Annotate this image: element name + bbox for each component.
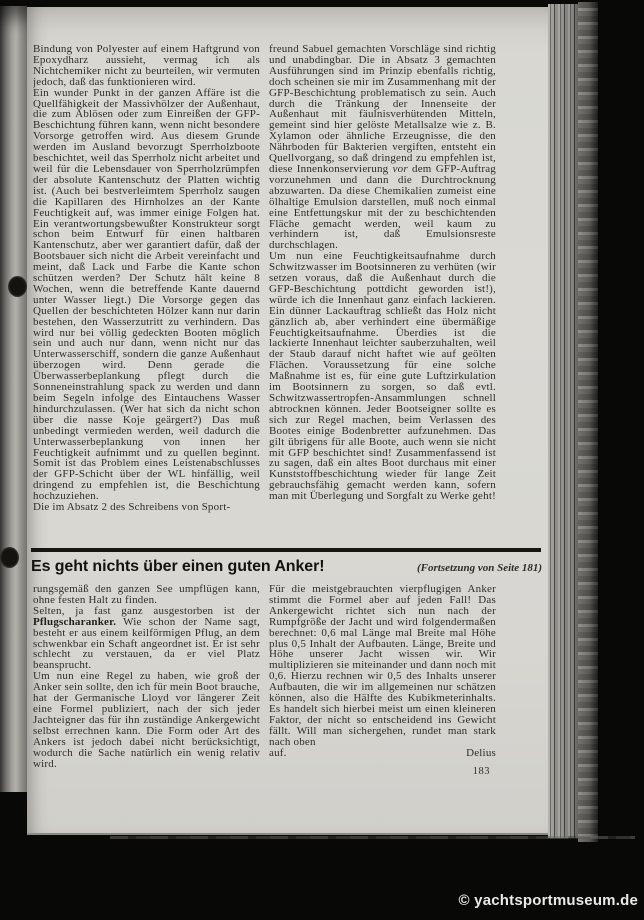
paragraph-text: freund Sabuel gemachten Vorschläge sind richtig und unabdingbar. Die in Absatz 3 gemachten Ausführungen sind im Prinzip ebenfalls richtig, doch scheinen sie mir im Zusammenhang mit der GFP-Beschichtung problematisch zu sein. Auch durch die Tränkung der Innenseite der Außenhaut mit fäulnisverhütenden Mitteln, gemeint sind hier gelöste Metallsalze wie z. B. Xylamon oder ähnliche Erzeugnisse, die den Nährboden für Bakterien vergiften, entsteht ein Quellvorgang, so daß dringend zu empfehlen ist, diese Innenkonservierung: [269, 44, 496, 175]
paragraph: Um nun eine Regel zu haben, wie groß der Anker sein sollte, den ich für mein Boot brauche, hat der Germanische Lloyd vor längerer Zeit eine Formel publiziert, nach der sich jeder Jachteigner das für ihn zuständige Ankergewicht selbst errechnen kann. Die Form oder Art des Ankers ist jedoch dabei nicht berücksichtigt, wodurch die Sache natürlich ein wenig relativ wird.: [33, 670, 260, 770]
paragraph: [33, 606, 260, 671]
bold-term: Pflugscharanker.: [33, 615, 117, 628]
section-heading: Es geht nichts über einen guten Anker!: [31, 558, 325, 575]
paragraph-text: auf.: [269, 746, 287, 759]
binding-hole-bottom: [0, 547, 19, 568]
top-article-right-column: [269, 44, 496, 547]
paragraph: rungsgemäß den ganzen See umpflügen kann, ohne festen Halt zu finden.: [33, 584, 260, 606]
page-number: 183: [472, 766, 490, 777]
book-page-edges: [548, 4, 578, 838]
section-header-row: [31, 556, 542, 578]
anchor-article-right-column: [269, 584, 496, 780]
paragraph: [269, 44, 496, 251]
binding-hole-top: [8, 276, 27, 297]
paragraph-text: Selten, ja fast ganz ausgestorben ist der: [33, 604, 260, 617]
signature-line: [269, 748, 496, 759]
binder-left-edge: [0, 6, 27, 792]
anchor-article-left-column: [33, 584, 260, 780]
paragraph: Um nun eine Feuchtigkeitsaufnahme durch Schwitzwasser im Bootsinneren zu verhüten (wir setzen voraus, daß die Außenhaut durch die GFP-Beschichtung pottdicht geworden ist!), würde ich die Innenhaut ganz einfach lackieren. Ein dünner Lackauftrag schließt das Holz nicht gänzlich ab, aber verhindert eine übermäßige Feuchtigkeitsaufnahme. Überdies ist die lackierte Innenhaut leichter sauberzuhalten, weil der Staub darauf nicht haftet wie auf geölten Flächen. Voraussetzung für eine solche Maßnahme ist es, für eine gute Luftzirkulation im Bootsinnern zu sorgen, so daß evtl. Schwitzwassertropfen-Ansammlungen schnell abtrocknen können. Jeder Bootseigner sollte es sich zur Regel machen, beim Verlassen des Bootes einige Bodenbretter aufzunehmen. Das gilt übrigens für alle Boote, auch wenn sie nicht mit GFP beschichtet sind! Zusammenfassend ist zu sagen, daß ein altes Boot durchaus mit einer Kunststoffbeschichtung wieder für lange Zeit gebrauchsfähig gemacht werden kann, sofern man mit Überlegung und Sorgfalt zu Werke geht!: [269, 250, 496, 503]
paragraph-text: Wie schon der Name sagt, besteht er aus einem keilförmigen Pflug, an dem schwenkbar ein Schaft angeordnet ist. Er ist sehr schlecht zu verstauen, da er viel Platz beansprucht.: [33, 615, 260, 672]
paragraph: Bindung von Polyester auf einem Haftgrund von Epoxydharz aussieht, vermag ich als Nichtchemiker nicht zu beurteilen, wir vermuten jedoch, daß das funktionieren wird.: [33, 44, 260, 88]
book-fore-edge: [578, 2, 598, 842]
continuation-note: (Fortsetzung von Seite 181): [417, 562, 542, 574]
paragraph-text: dem GFP-Auftrag vorzunehmen und dann die Durchtrocknung abzuwarten. Da diese Chemikalien zumeist eine ölhaltige Emulsion darstellen, muß noch einmal eine Entfettungskur mit der zu beschichtenden Fläche gemacht werden, weil kaum zu verhindern ist, daß Emulsionsreste durchschlagen.: [269, 162, 496, 252]
paragraph: Ein wunder Punkt in der ganzen Affäre ist die Quellfähigkeit der Massivhölzer der Außenhaut, die zum Ablösen oder zum Einreißen der GFP-Beschichtung führen kann, wenn nicht besondere Vorsorge getroffen wird. Aus diesem Grunde werden im Ausland bevorzugt Sperrholzboote beschichtet, weil das Sperrholz nicht arbeitet und weil für die Lebensdauer von Sperrholzrümpfen der absolute Kantenschutz der Platten wichtig ist. (Auch bei bestverleimtem Sperrholz saugen die Kapillaren des Hirnholzes an der Kante Feuchtigkeit auf, was immer einige Folgen hat. Ein verantwortungsbewußter Konstrukteur sorgt schon beim Entwurf für einen haltbaren Kantenschutz, aber wer garantiert dafür, daß der Bootsbauer sich nicht die Arbeit vereinfacht und meint, daß Lack und Farbe die Kante schon schützen werden? Der Schutz hält keine 8 Wochen, wenn die betreffende Kante dauernd unter Wasser liegt.) Die Vorsorge gegen das Quellen der beschichteten Hölzer kann nur darin bestehen, den Wasserzutritt zu verhindern. Das wird nur bei völlig gedeckten Booten möglich sein und auch nur dann, wenn nicht nur das Unterwasserschiff, sondern die ganze Außenhaut überzogen wird. Denn gerade die Überwasserbeplankung pflegt durch die Sonneneinstrahlung spack zu werden und dann beim Segeln infolge des Eintauchens Wasser hindurchzulassen. (Wer hat sich da nicht schon über die nasse Koje geärgert?) Das muß unbedingt vermieden werden, weil dadurch die Unterwasserbeplankung von innen her Feuchtigkeit aufnimmt und zu quellen beginnt. Somit ist das Problem eines Leistenabschlusses der GFP-Schicht über der WL hinfällig, weil dringend zu empfehlen ist, die Beschichtung hochzuziehen.: [33, 86, 260, 503]
section-divider-rule: [31, 548, 541, 552]
author-name: Delius: [466, 746, 496, 759]
paragraph: Für die meistgebrauchten vierpflugigen Anker stimmt die Formel aber auf jeden Fall! Das Ankergewicht richtet sich nun nach der Rumpfgröße der Jacht und wird folgendermaßen berechnet: 0,6 mal Länge mal Breite mal Höhe plus 0,5 Inhalt der Aufbauten. Länge, Breite und Höhe unserer Jacht wissen wir. Wir multiplizieren sie miteinander und dann noch mit 0,6. Hierzu rechnen wir 0,5 des Inhalts unserer Aufbauten, die wir im allgemeinen nur schätzen können, also die Hälfte des Kubikmeterinhalts. Es handelt sich hierbei meist um einen kleineren Faktor, der nicht so entscheidend ins Gewicht fällt. Will man sichergehen, rundet man stark nach oben: [269, 584, 496, 748]
page-bottom-edge-line: [110, 836, 635, 839]
watermark: © yachtsportmuseum.de: [458, 892, 638, 909]
paragraph: Die im Absatz 2 des Schreibens von Sport-: [33, 501, 231, 514]
top-article-left-column: [33, 44, 260, 547]
emphasized-word: vor: [392, 162, 408, 175]
